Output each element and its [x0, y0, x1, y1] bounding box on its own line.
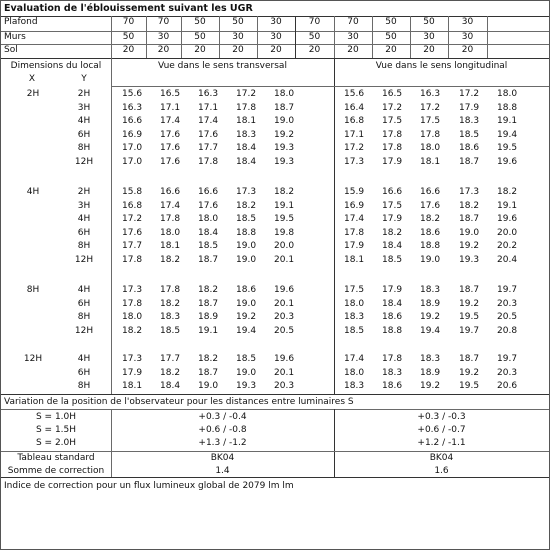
reflectance-value: 30 — [423, 32, 435, 42]
ugr-value-longitudinal: 19.5 — [459, 312, 480, 322]
grid-line — [334, 58, 335, 394]
ugr-value-transversal: 18.4 — [160, 381, 181, 391]
ugr-value-longitudinal: 19.7 — [459, 326, 480, 336]
ugr-value-longitudinal: 20.4 — [497, 255, 518, 265]
ugr-value-transversal: 18.3 — [160, 312, 181, 322]
grid-line — [1, 477, 549, 478]
ugr-value-longitudinal: 18.0 — [344, 368, 365, 378]
ugr-value-transversal: 18.2 — [160, 255, 181, 265]
ugr-value-longitudinal: 19.6 — [497, 157, 518, 167]
ugr-value-longitudinal: 17.3 — [344, 157, 365, 167]
ugr-value-longitudinal: 19.2 — [459, 299, 480, 309]
ugr-value-transversal: 19.1 — [274, 201, 295, 211]
ugr-value-transversal: 18.2 — [236, 201, 257, 211]
reflectance-value: 30 — [232, 32, 244, 42]
ugr-value-longitudinal: 17.8 — [382, 143, 403, 153]
ugr-value-transversal: 18.5 — [236, 214, 257, 224]
ugr-value-transversal: 19.4 — [236, 326, 257, 336]
ugr-value-transversal: 18.0 — [122, 312, 143, 322]
ugr-value-longitudinal: 19.4 — [420, 326, 441, 336]
ugr-value-transversal: 17.6 — [198, 130, 219, 140]
ugr-value-longitudinal: 19.3 — [459, 255, 480, 265]
group-x-label: 2H — [26, 89, 40, 99]
reflectance-label: Murs — [4, 32, 26, 42]
ugr-value-transversal: 19.0 — [198, 381, 219, 391]
room-y-label: 4H — [77, 285, 91, 295]
room-y-label: 6H — [77, 368, 91, 378]
ugr-value-longitudinal: 17.9 — [382, 214, 403, 224]
ugr-value-longitudinal: 17.5 — [382, 116, 403, 126]
correction-note: Indice de correction pour un flux lumineux global de 2079 lm lm — [4, 481, 294, 491]
grid-line — [1, 394, 549, 395]
ugr-value-longitudinal: 18.2 — [382, 228, 403, 238]
reflectance-value: 30 — [270, 32, 282, 42]
ugr-value-transversal: 18.7 — [198, 255, 219, 265]
ugr-value-longitudinal: 17.6 — [420, 201, 441, 211]
ugr-value-transversal: 18.2 — [160, 368, 181, 378]
transversal-header: Vue dans le sens transversal — [158, 61, 287, 71]
ugr-value-longitudinal: 17.8 — [382, 130, 403, 140]
ugr-value-longitudinal: 18.7 — [459, 157, 480, 167]
ugr-value-transversal: 18.5 — [198, 241, 219, 251]
room-y-label: 12H — [74, 157, 94, 167]
ugr-value-longitudinal: 19.0 — [420, 255, 441, 265]
ugr-value-longitudinal: 20.3 — [497, 299, 518, 309]
ugr-value-longitudinal: 19.5 — [459, 381, 480, 391]
standard-table-transversal: BK04 — [210, 453, 235, 463]
grid-line — [487, 16, 488, 58]
ugr-value-longitudinal: 17.2 — [459, 89, 480, 99]
ugr-value-longitudinal: 19.2 — [459, 241, 480, 251]
grid-line — [1, 451, 549, 452]
standard-table-label: Tableau standard — [17, 453, 95, 463]
ugr-value-transversal: 16.9 — [122, 130, 143, 140]
ugr-value-longitudinal: 17.1 — [344, 130, 365, 140]
ugr-value-longitudinal: 18.7 — [459, 285, 480, 295]
ugr-value-longitudinal: 17.9 — [344, 241, 365, 251]
ugr-value-longitudinal: 17.5 — [344, 285, 365, 295]
ugr-value-longitudinal: 17.8 — [344, 228, 365, 238]
ugr-value-longitudinal: 18.9 — [420, 368, 441, 378]
room-y-label: 12H — [74, 326, 94, 336]
reflectance-value: 50 — [385, 32, 397, 42]
ugr-value-longitudinal: 18.6 — [459, 143, 480, 153]
ugr-value-longitudinal: 20.2 — [497, 241, 518, 251]
ugr-value-transversal: 16.6 — [198, 187, 219, 197]
reflectance-label: Plafond — [4, 17, 38, 27]
reflectance-value: 20 — [194, 45, 206, 55]
ugr-value-transversal: 19.3 — [274, 157, 295, 167]
ugr-value-longitudinal: 17.4 — [344, 354, 365, 364]
spacing-label: S = 1.0H — [35, 412, 77, 422]
reflectance-value: 20 — [270, 45, 282, 55]
ugr-value-longitudinal: 18.7 — [459, 214, 480, 224]
reflectance-value: 70 — [347, 17, 359, 27]
reflectance-value: 20 — [308, 45, 321, 55]
ugr-value-longitudinal: 18.5 — [382, 255, 403, 265]
ugr-value-longitudinal: 20.3 — [497, 368, 518, 378]
correction-sum-label: Somme de correction — [7, 466, 105, 476]
variation-transversal: +0.3 / -0.4 — [198, 412, 247, 422]
ugr-value-transversal: 17.0 — [122, 157, 143, 167]
ugr-value-longitudinal: 18.3 — [382, 368, 403, 378]
ugr-value-transversal: 17.7 — [122, 241, 143, 251]
ugr-value-longitudinal: 17.3 — [459, 187, 480, 197]
ugr-value-longitudinal: 17.9 — [382, 285, 403, 295]
ugr-value-longitudinal: 15.6 — [344, 89, 365, 99]
reflectance-value: 70 — [157, 17, 170, 27]
ugr-value-transversal: 18.0 — [274, 89, 295, 99]
ugr-value-transversal: 17.7 — [198, 143, 219, 153]
dimension-header: Dimensions du local — [10, 61, 102, 71]
ugr-value-transversal: 18.1 — [160, 241, 181, 251]
room-y-label: 4H — [77, 116, 91, 126]
ugr-value-longitudinal: 20.8 — [497, 326, 518, 336]
ugr-value-transversal: 19.8 — [274, 228, 295, 238]
reflectance-value: 70 — [308, 17, 321, 27]
grid-line — [111, 86, 549, 87]
room-y-label: 6H — [77, 299, 91, 309]
reflectance-value: 20 — [385, 45, 397, 55]
ugr-value-transversal: 18.5 — [160, 326, 181, 336]
ugr-value-transversal: 16.5 — [160, 89, 181, 99]
ugr-value-transversal: 18.7 — [198, 368, 219, 378]
ugr-value-longitudinal: 18.7 — [459, 354, 480, 364]
ugr-value-transversal: 19.3 — [236, 381, 257, 391]
ugr-value-longitudinal: 17.2 — [382, 103, 403, 113]
ugr-value-longitudinal: 19.0 — [459, 228, 480, 238]
reflectance-value: 20 — [461, 45, 474, 55]
ugr-value-longitudinal: 18.0 — [420, 143, 441, 153]
ugr-value-longitudinal: 19.2 — [420, 381, 441, 391]
reflectance-value: 30 — [461, 17, 474, 27]
ugr-value-longitudinal: 19.7 — [497, 285, 518, 295]
ugr-value-longitudinal: 18.2 — [497, 187, 518, 197]
reflectance-value: 50 — [385, 17, 397, 27]
grid-line — [1, 409, 549, 410]
variation-longitudinal: +1.2 / -1.1 — [417, 438, 466, 448]
ugr-value-longitudinal: 19.7 — [497, 354, 518, 364]
ugr-value-transversal: 18.1 — [236, 116, 257, 126]
ugr-value-transversal: 18.2 — [160, 299, 181, 309]
reflectance-value: 30 — [270, 17, 282, 27]
room-y-label: 4H — [77, 354, 91, 364]
ugr-value-transversal: 17.2 — [122, 214, 143, 224]
ugr-value-transversal: 19.6 — [274, 354, 295, 364]
ugr-value-transversal: 17.8 — [160, 214, 181, 224]
reflectance-value: 20 — [157, 45, 170, 55]
ugr-value-transversal: 17.9 — [122, 368, 143, 378]
reflectance-value: 50 — [194, 32, 206, 42]
y-header: Y — [81, 74, 87, 84]
reflectance-value: 70 — [122, 17, 135, 27]
variation-header: Variation de la position de l'observateur pour les distances entre luminaires S — [4, 397, 354, 407]
ugr-value-transversal: 20.3 — [274, 312, 295, 322]
ugr-value-transversal: 20.1 — [274, 255, 295, 265]
ugr-value-transversal: 19.0 — [236, 241, 257, 251]
reflectance-value: 50 — [194, 17, 206, 27]
ugr-value-longitudinal: 19.1 — [497, 201, 518, 211]
room-y-label: 3H — [77, 201, 91, 211]
ugr-value-transversal: 16.6 — [122, 116, 143, 126]
ugr-value-longitudinal: 18.3 — [459, 116, 480, 126]
ugr-value-longitudinal: 16.6 — [382, 187, 403, 197]
ugr-value-longitudinal: 18.5 — [344, 326, 365, 336]
ugr-value-longitudinal: 18.1 — [344, 255, 365, 265]
ugr-value-transversal: 18.9 — [198, 312, 219, 322]
ugr-value-transversal: 17.6 — [160, 143, 181, 153]
room-y-label: 8H — [77, 143, 91, 153]
ugr-value-longitudinal: 16.3 — [420, 89, 441, 99]
x-header: X — [28, 74, 36, 84]
ugr-value-longitudinal: 18.2 — [420, 214, 441, 224]
ugr-value-longitudinal: 18.2 — [459, 201, 480, 211]
ugr-value-transversal: 17.8 — [160, 285, 181, 295]
ugr-value-transversal: 18.2 — [274, 187, 295, 197]
correction-sum-transversal: 1.4 — [215, 466, 230, 476]
ugr-value-transversal: 18.5 — [236, 354, 257, 364]
ugr-value-longitudinal: 18.8 — [420, 241, 441, 251]
standard-table-longitudinal: BK04 — [429, 453, 454, 463]
ugr-value-longitudinal: 19.1 — [497, 116, 518, 126]
table-title: Evaluation de l'éblouissement suivant les UGR — [4, 3, 253, 14]
ugr-value-transversal: 15.8 — [122, 187, 143, 197]
reflectance-value: 50 — [122, 32, 135, 42]
ugr-value-transversal: 19.5 — [274, 214, 295, 224]
ugr-value-transversal: 17.8 — [122, 255, 143, 265]
spacing-label: S = 1.5H — [35, 425, 77, 435]
ugr-value-transversal: 19.0 — [236, 368, 257, 378]
ugr-value-transversal: 18.3 — [236, 130, 257, 140]
group-x-label: 12H — [23, 354, 43, 364]
variation-transversal: +1.3 / -1.2 — [198, 438, 247, 448]
ugr-value-transversal: 17.2 — [236, 89, 257, 99]
ugr-value-longitudinal: 18.8 — [497, 103, 518, 113]
ugr-value-transversal: 17.4 — [160, 201, 181, 211]
grid-line — [1, 58, 549, 59]
ugr-value-longitudinal: 18.6 — [420, 228, 441, 238]
ugr-value-transversal: 17.4 — [198, 116, 219, 126]
ugr-value-longitudinal: 16.5 — [382, 89, 403, 99]
ugr-value-longitudinal: 18.5 — [459, 130, 480, 140]
ugr-value-longitudinal: 18.1 — [420, 157, 441, 167]
ugr-value-transversal: 17.1 — [198, 103, 219, 113]
ugr-value-transversal: 17.4 — [160, 116, 181, 126]
ugr-value-longitudinal: 18.4 — [382, 299, 403, 309]
ugr-value-transversal: 18.7 — [274, 103, 295, 113]
room-y-label: 8H — [77, 381, 91, 391]
ugr-value-transversal: 17.7 — [160, 354, 181, 364]
group-x-label: 8H — [26, 285, 40, 295]
ugr-value-transversal: 18.6 — [236, 285, 257, 295]
ugr-value-longitudinal: 18.0 — [497, 89, 518, 99]
ugr-value-transversal: 18.4 — [236, 157, 257, 167]
ugr-value-transversal: 17.6 — [122, 228, 143, 238]
reflectance-label: Sol — [4, 45, 18, 55]
correction-sum-longitudinal: 1.6 — [434, 466, 449, 476]
ugr-value-longitudinal: 18.6 — [382, 312, 403, 322]
ugr-value-longitudinal: 17.2 — [420, 103, 441, 113]
variation-longitudinal: +0.6 / -0.7 — [417, 425, 466, 435]
reflectance-value: 20 — [232, 45, 244, 55]
ugr-value-transversal: 16.3 — [122, 103, 143, 113]
ugr-value-longitudinal: 16.8 — [344, 116, 365, 126]
reflectance-value: 30 — [157, 32, 170, 42]
ugr-value-transversal: 17.8 — [198, 157, 219, 167]
ugr-value-longitudinal: 16.6 — [420, 187, 441, 197]
ugr-value-longitudinal: 17.9 — [382, 157, 403, 167]
ugr-value-transversal: 18.7 — [198, 299, 219, 309]
ugr-value-transversal: 17.3 — [122, 354, 143, 364]
ugr-value-longitudinal: 15.9 — [344, 187, 365, 197]
ugr-value-transversal: 17.3 — [122, 285, 143, 295]
room-y-label: 6H — [77, 130, 91, 140]
ugr-value-transversal: 18.2 — [122, 326, 143, 336]
room-y-label: 12H — [74, 255, 94, 265]
ugr-value-longitudinal: 17.8 — [382, 354, 403, 364]
ugr-value-transversal: 19.2 — [274, 130, 295, 140]
ugr-value-transversal: 17.3 — [236, 187, 257, 197]
ugr-value-transversal: 18.2 — [198, 354, 219, 364]
ugr-value-longitudinal: 18.0 — [344, 299, 365, 309]
reflectance-value: 20 — [122, 45, 135, 55]
ugr-value-longitudinal: 18.4 — [382, 241, 403, 251]
room-y-label: 2H — [77, 89, 91, 99]
ugr-value-transversal: 18.1 — [122, 381, 143, 391]
ugr-value-longitudinal: 17.8 — [420, 130, 441, 140]
variation-transversal: +0.6 / -0.8 — [198, 425, 247, 435]
reflectance-value: 50 — [423, 17, 435, 27]
ugr-value-longitudinal: 19.6 — [497, 214, 518, 224]
ugr-value-transversal: 18.4 — [198, 228, 219, 238]
ugr-value-longitudinal: 17.9 — [459, 103, 480, 113]
ugr-value-transversal: 18.0 — [160, 228, 181, 238]
ugr-value-longitudinal: 19.2 — [459, 368, 480, 378]
longitudinal-header: Vue dans le sens longitudinal — [375, 61, 508, 71]
ugr-value-longitudinal: 18.8 — [382, 326, 403, 336]
ugr-value-transversal: 15.6 — [122, 89, 143, 99]
ugr-value-transversal: 17.6 — [160, 157, 181, 167]
ugr-value-longitudinal: 20.6 — [497, 381, 518, 391]
ugr-value-transversal: 20.3 — [274, 381, 295, 391]
ugr-value-transversal: 17.8 — [122, 299, 143, 309]
reflectance-value: 50 — [308, 32, 321, 42]
ugr-value-transversal: 19.6 — [274, 285, 295, 295]
ugr-value-transversal: 16.6 — [160, 187, 181, 197]
ugr-value-longitudinal: 18.3 — [420, 354, 441, 364]
ugr-value-transversal: 17.1 — [160, 103, 181, 113]
ugr-value-transversal: 20.1 — [274, 299, 295, 309]
ugr-value-transversal: 18.4 — [236, 143, 257, 153]
reflectance-value: 50 — [232, 17, 244, 27]
reflectance-value: 30 — [347, 32, 359, 42]
ugr-value-longitudinal: 17.4 — [344, 214, 365, 224]
ugr-value-longitudinal: 17.2 — [344, 143, 365, 153]
ugr-value-transversal: 20.0 — [274, 241, 295, 251]
ugr-value-longitudinal: 16.4 — [344, 103, 365, 113]
ugr-value-transversal: 19.2 — [236, 312, 257, 322]
ugr-value-transversal: 20.1 — [274, 368, 295, 378]
spacing-label: S = 2.0H — [35, 438, 77, 448]
ugr-value-longitudinal: 16.9 — [344, 201, 365, 211]
ugr-value-transversal: 18.0 — [198, 214, 219, 224]
ugr-value-longitudinal: 17.5 — [420, 116, 441, 126]
ugr-value-longitudinal: 18.9 — [420, 299, 441, 309]
ugr-value-transversal: 18.2 — [198, 285, 219, 295]
room-y-label: 8H — [77, 312, 91, 322]
ugr-value-transversal: 19.0 — [236, 255, 257, 265]
ugr-value-transversal: 19.0 — [236, 299, 257, 309]
ugr-value-longitudinal: 18.3 — [420, 285, 441, 295]
reflectance-value: 30 — [461, 32, 474, 42]
ugr-value-transversal: 20.5 — [274, 326, 295, 336]
ugr-value-transversal: 17.6 — [198, 201, 219, 211]
ugr-value-transversal: 16.8 — [122, 201, 143, 211]
ugr-value-transversal: 17.0 — [122, 143, 143, 153]
ugr-value-longitudinal: 20.5 — [497, 312, 518, 322]
room-y-label: 6H — [77, 228, 91, 238]
ugr-value-longitudinal: 19.2 — [420, 312, 441, 322]
ugr-value-longitudinal: 20.0 — [497, 228, 518, 238]
ugr-value-longitudinal: 19.5 — [497, 143, 518, 153]
reflectance-value: 20 — [347, 45, 359, 55]
ugr-value-longitudinal: 18.3 — [344, 381, 365, 391]
ugr-value-transversal: 16.3 — [198, 89, 219, 99]
ugr-value-longitudinal: 17.5 — [382, 201, 403, 211]
ugr-value-transversal: 19.1 — [198, 326, 219, 336]
room-y-label: 2H — [77, 187, 91, 197]
ugr-value-transversal: 17.8 — [236, 103, 257, 113]
reflectance-value: 20 — [423, 45, 435, 55]
ugr-value-transversal: 17.6 — [160, 130, 181, 140]
room-y-label: 8H — [77, 241, 91, 251]
ugr-value-longitudinal: 19.4 — [497, 130, 518, 140]
ugr-value-transversal: 19.0 — [274, 116, 295, 126]
room-y-label: 3H — [77, 103, 91, 113]
room-y-label: 4H — [77, 214, 91, 224]
ugr-value-longitudinal: 18.3 — [344, 312, 365, 322]
group-x-label: 4H — [26, 187, 40, 197]
variation-longitudinal: +0.3 / -0.3 — [417, 412, 466, 422]
ugr-value-transversal: 19.3 — [274, 143, 295, 153]
grid-line — [111, 58, 112, 394]
ugr-value-transversal: 18.8 — [236, 228, 257, 238]
ugr-value-longitudinal: 18.6 — [382, 381, 403, 391]
